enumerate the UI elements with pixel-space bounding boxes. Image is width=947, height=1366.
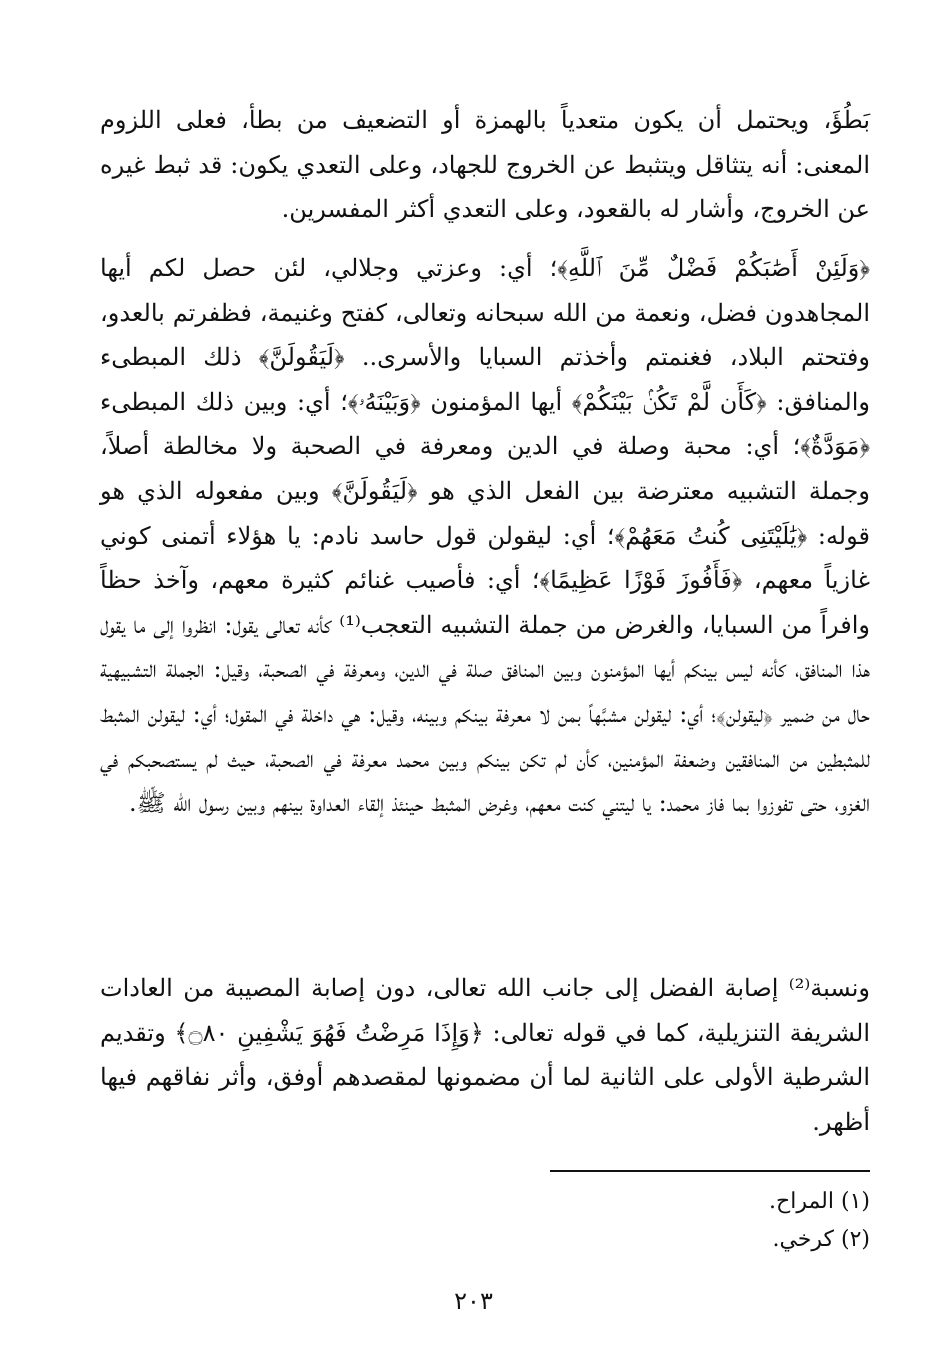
footnotes	[470, 1183, 870, 1259]
paragraph-2: ﴿وَلَئِنْ أَصَٰبَكُمْ فَضْلٌ مِّنَ ٱللَّهِ﴾؛ أي: وعزتي وجلالي، لئن حصل لكم أيها المجاهدون فضل، ونعمة من الله سبحانه وتعالى، كفتح وغنيمة، فظفرتم بالعدو، وفتحتم البلاد، فغنمتم وأخذتم السبايا والأسرى.. ﴿لَيَقُولَنَّ﴾ ذلك المبطىء والمنافق: ﴿كَأَن لَّمْ تَكُنۢ بَيْنَكُمْ﴾ أيها المؤمنون ﴿وَبَيْنَهُۥ﴾؛ أي: وبين ذلك المبطىء ﴿مَوَدَّةٌ﴾؛ أي: محبة وصلة في الدين ومعرفة في الصحبة ولا مخالطة أصلاً، وجملة التشبيه معترضة بين الفعل الذي هو ﴿لَيَقُولَنَّ﴾ وبين مفعوله الذي هو قوله: ﴿يَٰلَيْتَنِى كُنتُ مَعَهُمْ﴾؛ أي: ليقولن قول حاسد نادم: يا هؤلاء أتمنى كوني غازياً معهم، ﴿فَأَفُوزَ فَوْزًا عَظِيمًا﴾؛ أي: فأصيب غنائم كثيرة معهم، وآخذ حظاً وافراً من السبايا، والغرض من جملة التشبيه التعجب⁽¹⁾ كأنه تعالى يقول: انظروا إلى ما يقول هذا المنافق، كأنه ليس بينكم أيها المؤمنون وبين المنافق صلة في الدين، ومعرفة في الصحبة، وقيل: الجملة التشبيهية حال من ضمير ﴿ليقولن﴾؛ أي: ليقولن مشبَّهاً بمن لا معرفة بينكم وبينه، وقيل: هي داخلة في المقول؛ أي: ليقولن المثبط للمثبطين من المنافقين وضعفة المؤمنين، كأن لم تكن بينكم وبين محمد معرفة في الصحبة، حيث لم يستصحبكم في الغزو، حتى تفوزوا بما فاز محمد: يا ليتني كنت معهم، وغرض المثبط حينئذ إلقاء العداوة بينهم وبين رسول الله ﷺ.	[100, 254, 870, 818]
paragraph-3: ونسبة⁽²⁾ إصابة الفضل إلى جانب الله تعالى، دون إصابة المصيبة من العادات الشريفة التنزيلية، كما في قوله تعالى: ﴿وَإِذَا مَرِضْتُ فَهُوَ يَشْفِينِ ۝٨٠﴾ وتقديم الشرطية الأولى على الثانية لما أن مضمونها لمقصدهم أوفق، وأثر نفاقهم فيها أظهر.	[100, 974, 870, 1136]
paragraph-1: بَطُؤَ، ويحتمل أن يكون متعدياً بالهمزة أو التضعيف من بطأ، فعلى اللزوم المعنى: أنه يتثاقل ويتثبط عن الخروج للجهاد، وعلى التعدي يكون: قد ثبط غيره عن الخروج، وأشار له بالقعود، وعلى التعدي أكثر المفسرين.	[100, 106, 870, 224]
footnote-2: (٢) كرخي.	[772, 1227, 870, 1252]
page-number: ٢٠٣	[454, 1287, 493, 1315]
footnote-1: (١) المراح.	[769, 1189, 870, 1214]
footnote-divider	[550, 1170, 870, 1172]
